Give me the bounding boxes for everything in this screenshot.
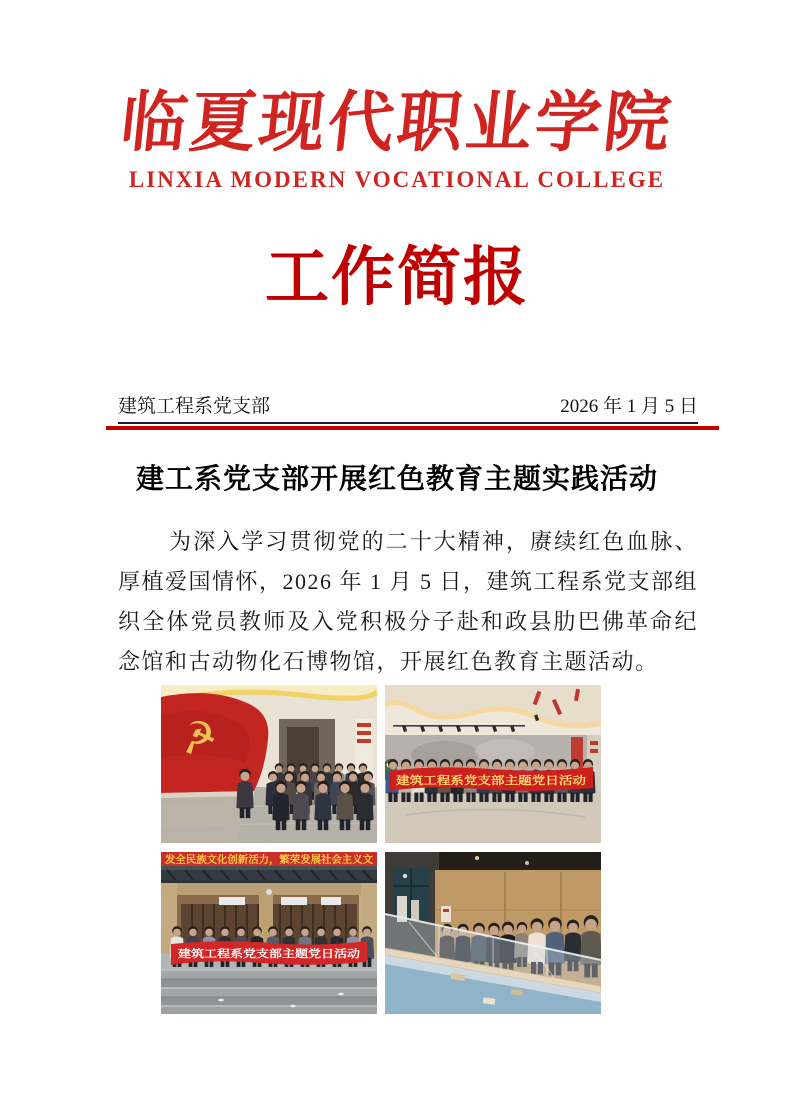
red-divider — [106, 426, 719, 430]
photo-group-outdoor — [161, 852, 377, 1014]
photo-oath-ceremony — [161, 685, 377, 843]
article-title: 建工系党支部开展红色教育主题实践活动 — [135, 464, 658, 495]
party-emblem-icon: ☭ — [174, 711, 223, 766]
college-logo-english: LINXIA MODERN VOCATIONAL COLLEGE — [128, 167, 666, 192]
college-logo-calligraphy: 临夏现代职业学院 — [117, 87, 677, 160]
banner-text: 建筑工程系党支部主题党日活动 — [178, 949, 325, 960]
photo-banner-indoor — [385, 685, 601, 843]
bulletin-title: 工作简报 — [265, 242, 529, 313]
photo-exhibit-case — [385, 852, 601, 1014]
led-banner-text: 发全民族文化创新活力，繁荣发展社会主义文 — [165, 855, 365, 866]
department-label: 建筑工程系党支部 — [118, 396, 271, 417]
steps — [161, 970, 377, 1014]
issue-date: 2026 年 1 月 5 日 — [560, 396, 698, 417]
banner-text: 建筑工程系党支部主题党日活动 — [396, 775, 550, 787]
article-body: 为深入学习贯彻党的二十大精神，赓续红色血脉、厚植爱国情怀，2026 年 1 月 5 日，建筑工程系党支部组织全体党员教师及入党积极分子赴和政县肋巴佛革命纪念馆和古动物化石博物馆，开展红色教育主题活动。 — [118, 529, 699, 674]
meta-row — [118, 394, 698, 424]
photo-grid — [161, 685, 601, 1014]
